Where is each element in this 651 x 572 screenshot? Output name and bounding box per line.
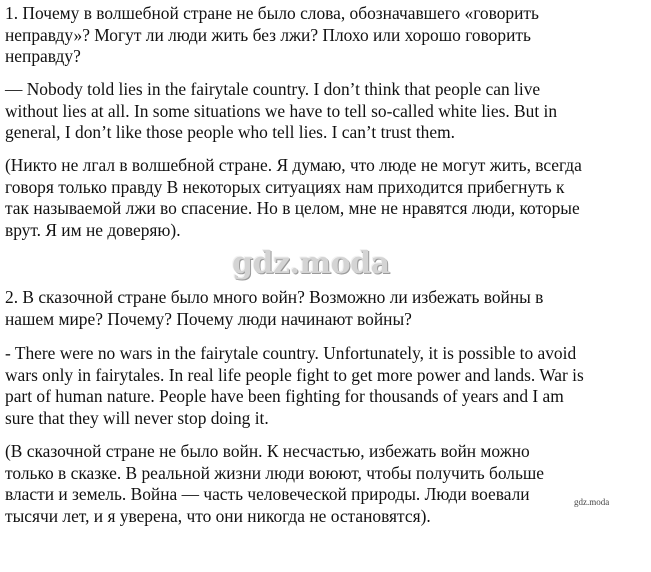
question-2: 2. В сказочной стране было много войн? Возможно ли избежать войны в нашем мире? Почему? Почему люди начинают войны? xyxy=(5,287,544,329)
answer-2: - There were no wars in the fairytale country. Unfortunately, it is possible to avoid wars only in fairytales. In real life people fight to get more power and lands. War is part of human nature. People have been fighting for thousands of years and I am sure that they will never stop doing it. xyxy=(5,343,584,428)
translation-2: (В сказочной стране не было войн. К несчастью, избежать войн можно только в сказке. В реальной жизни люди воюют, чтобы получить больше власти и земель. Война — часть человеческой природы. Люди воевали тысячи лет, и я уверена, что они никогда не остановятся). xyxy=(5,441,545,526)
answer-1: — Nobody told lies in the fairytale country. I don’t think that people can live without lies at all. In some situations we have to tell so-called white lies. But in general, I don’t like those people who tell lies. I can’t trust them. xyxy=(5,79,558,143)
translation-1: (Никто не лгал в волшебной стране. Я думаю, что люде не могут жить, всегда говоря только правду В некоторых ситуациях нам приходится прибегнуть к так называемой лжи во спасение. Но в целом, мне не нравятся люди, которые врут. Я им не доверяю). xyxy=(5,155,582,240)
watermark-logo: gdz.moda xyxy=(232,246,390,281)
watermark-small: gdz.moda xyxy=(574,497,610,507)
question-1: 1. Почему в волшебной стране не было слова, обозначавшего «говорить неправду»? Могут ли люди жить без лжи? Плохо или хорошо говорить неправду? xyxy=(5,3,539,67)
